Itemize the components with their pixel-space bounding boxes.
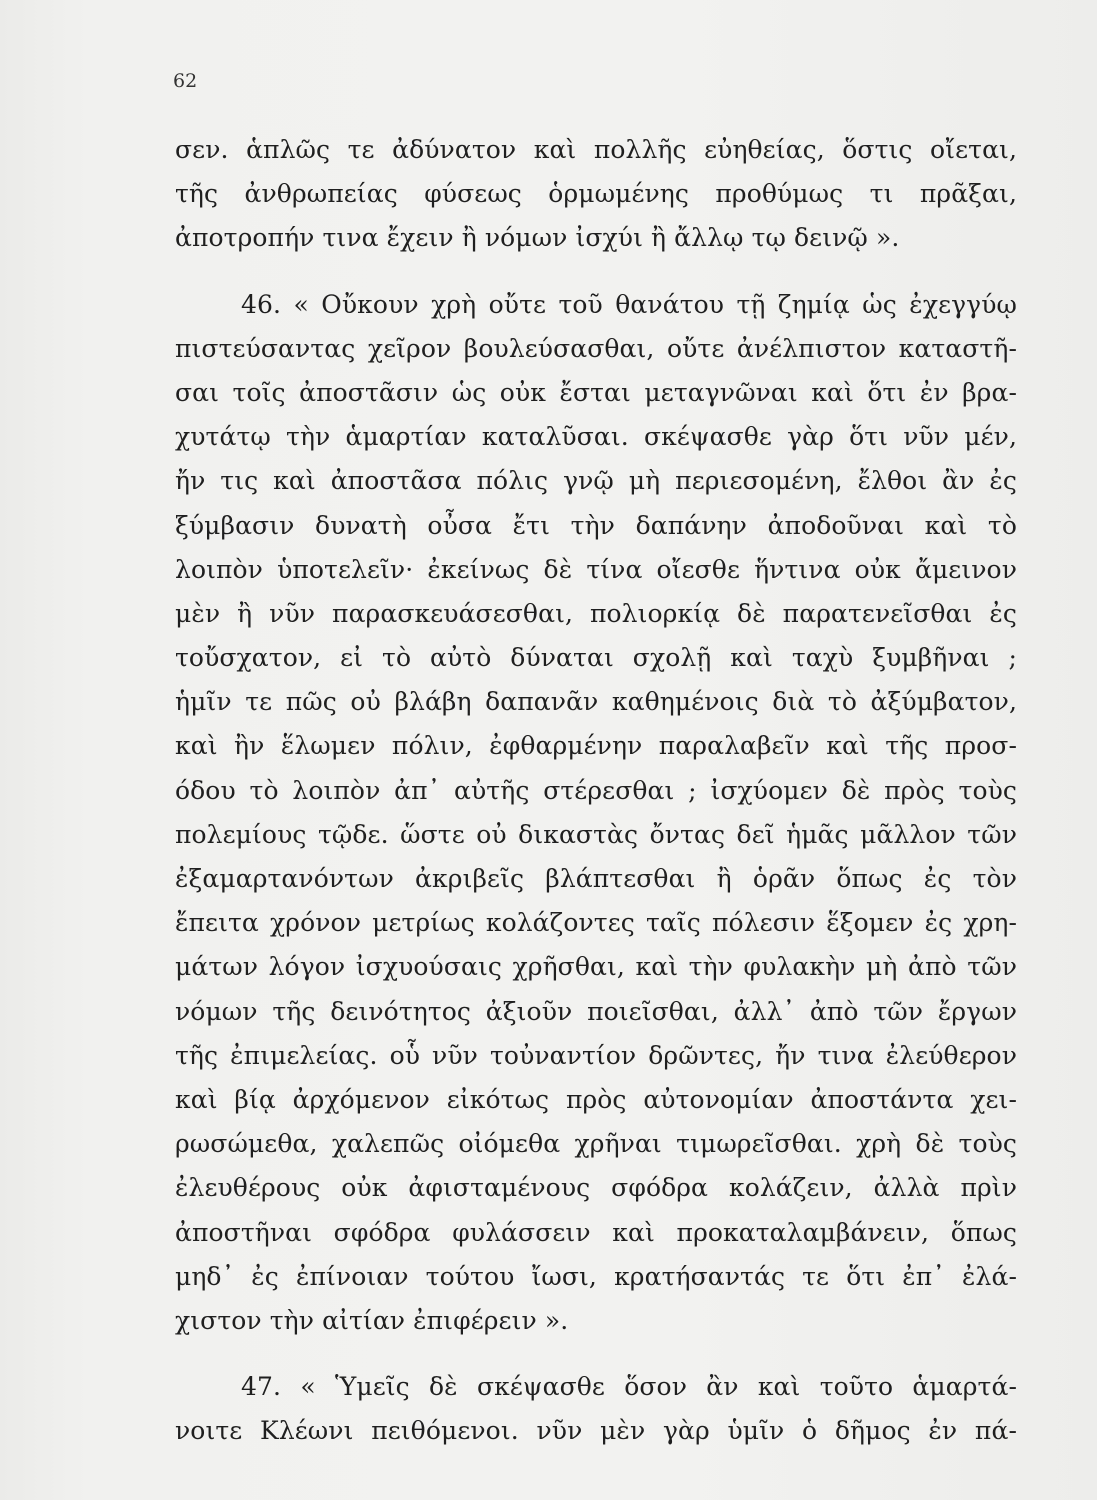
- text-line: ἀποτροπήν τινα ἔχειν ἢ νόμων ἰσχύι ἢ ἄλλῳ τῳ δεινῷ ».: [175, 223, 900, 253]
- text-line: ἐλευθέρους οὐκ ἀφισταμένους σφόδρα κολάζειν, ἀλλὰ πρὶν: [175, 1173, 1017, 1203]
- text-line: ἔπειτα χρόνον μετρίως κολάζοντες ταῖς πόλεσιν ἕξομεν ἐς χρη-: [175, 908, 1017, 938]
- text-line: μὲν ἢ νῦν παρασκευάσεσθαι, πολιορκίᾳ δὲ παρατενεῖσθαι ἐς: [175, 598, 1017, 628]
- text-line: καὶ ἢν ἕλωμεν πόλιν, ἐφθαρμένην παραλαβεῖν καὶ τῆς προσ-: [175, 731, 1017, 761]
- text-line: χυτάτῳ τὴν ἁμαρτίαν καταλῦσαι. σκέψασθε γὰρ ὅτι νῦν μέν,: [175, 422, 1017, 452]
- text-line: ἐξαμαρτανόντων ἀκριβεῖς βλάπτεσθαι ἢ ὁρᾶν ὅπως ἐς τὸν: [175, 864, 1017, 893]
- text-line: λοιπὸν ὑποτελεῖν· ἐκείνως δὲ τίνα οἴεσθε ἥντινα οὐκ ἄμεινον: [175, 554, 1017, 584]
- text-line: μηδ᾽ ἐς ἐπίνοιαν τούτου ἴωσι, κρατήσαντάς τε ὅτι ἐπ᾽ ἐλά-: [175, 1261, 1017, 1291]
- text-line: νοιτε Κλέωνι πειθόμενοι. νῦν μὲν γὰρ ὑμῖν ὁ δῆμος ἐν πά-: [175, 1416, 1017, 1446]
- text-line: σαι τοῖς ἀποστᾶσιν ὡς οὐκ ἔσται μεταγνῶναι καὶ ὅτι ἐν βρα-: [175, 377, 1017, 407]
- text-line: 47. « Ὑμεῖς δὲ σκέψασθε ὅσον ἂν καὶ τοῦτο ἁμαρτά-: [241, 1372, 1017, 1402]
- text-line: σεν. ἁπλῶς τε ἀδύνατον καὶ πολλῆς εὐηθείας, ὅστις οἴεται,: [175, 135, 1017, 164]
- text-line: τῆς ἀνθρωπείας φύσεως ὁρμωμένης προθύμως τι πρᾶξαι,: [175, 179, 1017, 209]
- text-line: ἤν τις καὶ ἀποστᾶσα πόλις γνῷ μὴ περιεσομένη, ἔλθοι ἂν ἐς: [175, 466, 1017, 496]
- page-number: 62: [173, 70, 198, 92]
- text-line: πιστεύσαντας χεῖρον βουλεύσασθαι, οὔτε ἀνέλπιστον καταστῆ-: [175, 333, 1017, 363]
- text-line: ἡμῖν τε πῶς οὐ βλάβη δαπανᾶν καθημένοις διὰ τὸ ἀξύμβατον,: [175, 687, 1017, 717]
- body-text: [175, 128, 1017, 1453]
- text-line: πολεμίους τῷδε. ὥστε οὐ δικαστὰς ὄντας δεῖ ἡμᾶς μᾶλλον τῶν: [175, 819, 1017, 849]
- text-line: ξύμβασιν δυνατὴ οὖσα ἔτι τὴν δαπάνην ἀποδοῦναι καὶ τὸ: [175, 510, 1017, 540]
- text-line: νόμων τῆς δεινότητος ἀξιοῦν ποιεῖσθαι, ἀλλ᾽ ἀπὸ τῶν ἔργων: [175, 996, 1017, 1026]
- text-line: καὶ βίᾳ ἀρχόμενον εἰκότως πρὸς αὐτονομίαν ἀποστάντα χει-: [175, 1084, 1017, 1114]
- text-line: ἀποστῆναι σφόδρα φυλάσσειν καὶ προκαταλαμβάνειν, ὅπως: [175, 1217, 1017, 1247]
- text-line: ρωσώμεθα, χαλεπῶς οἰόμεθα χρῆναι τιμωρεῖσθαι. χρὴ δὲ τοὺς: [175, 1129, 1017, 1159]
- text-line: τῆς ἐπιμελείας. οὗ νῦν τοὐναντίον δρῶντες, ἤν τινα ἐλεύθερον: [175, 1040, 1017, 1070]
- text-line: όδου τὸ λοιπὸν ἀπ᾽ αὐτῆς στέρεσθαι ; ἰσχύομεν δὲ πρὸς τοὺς: [175, 775, 1017, 805]
- text-line: 46. « Οὔκουν χρὴ οὔτε τοῦ θανάτου τῇ ζημίᾳ ὡς ἐχεγγύῳ: [241, 289, 1017, 319]
- text-line: μάτων λόγον ἰσχυούσαις χρῆσθαι, καὶ τὴν φυλακὴν μὴ ἀπὸ τῶν: [175, 952, 1017, 982]
- text-line: χιστον τὴν αἰτίαν ἐπιφέρειν ».: [175, 1305, 569, 1335]
- text-line: τοὔσχατον, εἰ τὸ αὐτὸ δύναται σχολῇ καὶ ταχὺ ξυμβῆναι ;: [175, 643, 1017, 673]
